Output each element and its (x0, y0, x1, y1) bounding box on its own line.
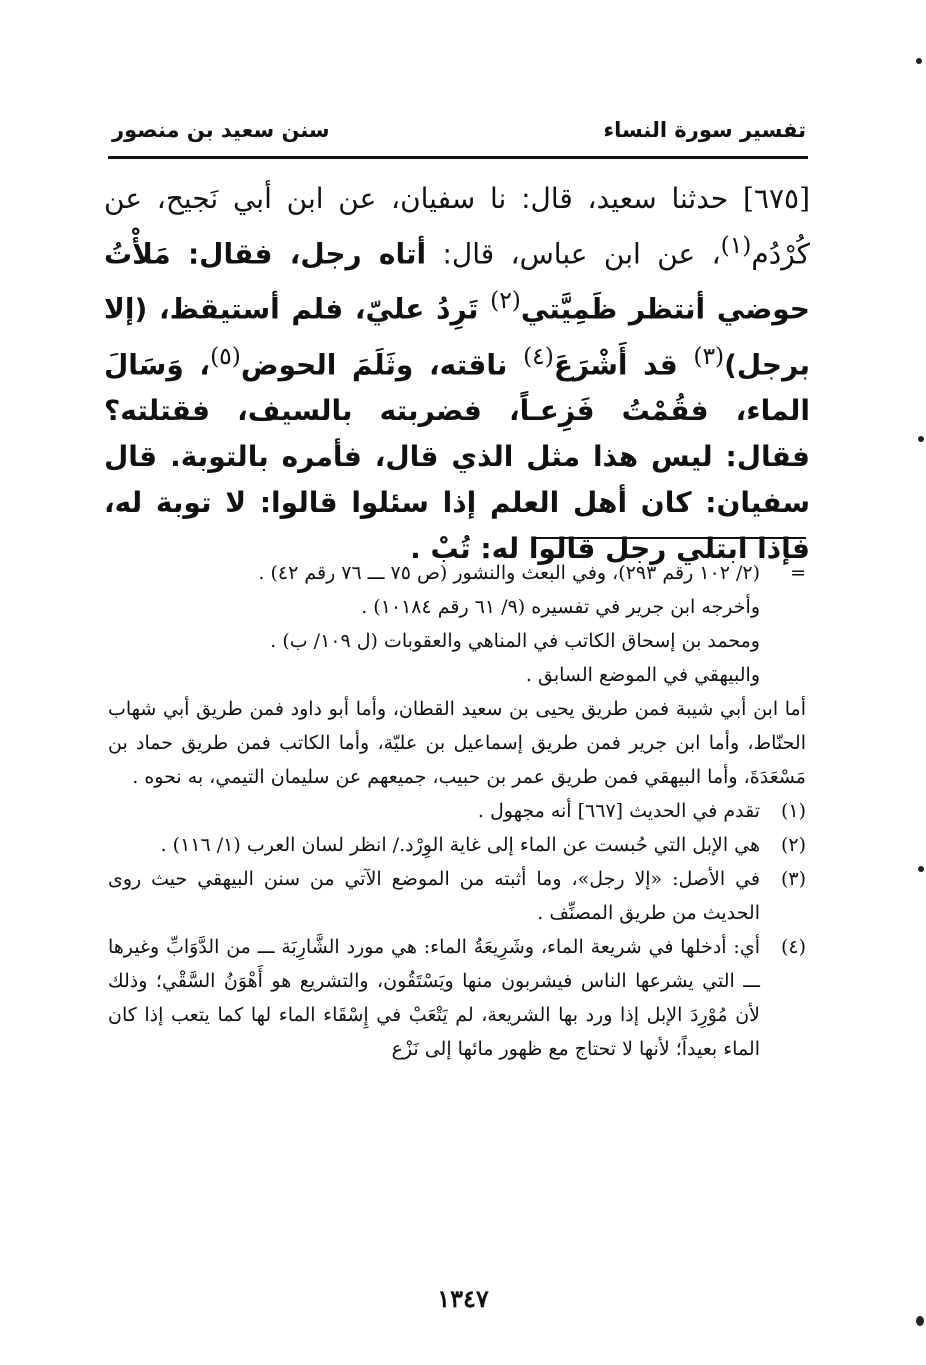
footnote-mark: (١) (780, 800, 806, 822)
running-header (112, 110, 806, 150)
hadith-paragraph (104, 176, 810, 572)
continuation-line: والبيهقي في الموضع السابق . (525, 664, 760, 686)
footnote-ref-1: (١) (720, 231, 752, 259)
scan-speck (916, 1316, 924, 1326)
footnote-2 (108, 828, 806, 862)
footnotes (108, 556, 806, 1066)
book-title: سنن سعيد بن منصور (112, 118, 330, 142)
hadith-matn-4: ناقته، وثَلَمَ الحوض (240, 347, 524, 381)
footnote-mark: (٣) (780, 868, 806, 890)
footnote-continuation (108, 556, 806, 692)
hadith-isnad-cont: ، عن ابن عباس، قال: (426, 237, 721, 271)
hadith-matn-1: أتاه رجل، فقال: مَلأْتُ حوضي أنتظر ظَمِيَّتي (104, 237, 810, 326)
footnote-4 (108, 930, 806, 1066)
hadith-text (104, 176, 810, 572)
chapter-title: تفسير سورة النساء (603, 118, 806, 142)
footnote-mark: (٢) (780, 834, 806, 856)
hadith-isnad: حدثنا سعيد، قال: نا سفيان، عن ابن أبي نَجيح، عن كُرْدُم (104, 182, 810, 271)
footnote-ref-2: (٢) (490, 286, 521, 315)
footnote-text: تقدم في الحديث [٦٦٧] أنه مجهول . (477, 800, 760, 822)
hadith-matn-5: ، وَسَالَ الماء، فقُمْتُ فَزِعـاً، فضربته بالسيف، فقتلته؟ فقال: ليس هذا مثل الذي قال، فأمره بالتوبة. قال سفيان: كان أهل العلم إذا سئلوا قالوا: لا توبة له، فإذا ابتلي رجل قالوا له: تُبْ . (104, 347, 810, 565)
hadith-number: [٦٧٥] (743, 182, 810, 215)
footnote-text: هي الإبل التي حُبست عن الماء إلى غاية الوِرْد./ انظر لسان العرب (١/ ١١٦) . (160, 834, 760, 856)
footnote-ref-4: (٤) (523, 341, 554, 370)
footnote-rule (534, 537, 806, 539)
footnote-1 (108, 794, 806, 828)
hadith-matn-3: قد أَشْرَعَ (553, 347, 694, 381)
page-number: ١٣٤٧ (437, 1284, 489, 1313)
sources-paragraph: أما ابن أبي شيبة فمن طريق يحيى بن سعيد القطان، وأما أبو داود فمن طريق أبي شهاب الحنّاط، وأما ابن جرير فمن طريق إسماعيل بن عليّة، وأما الكاتب فمن طريق حماد بن مَسْعَدَةَ، وأما البيهقي فمن طريق عمر بن حبيب، جميعهم عن سليمان التيمي، به نحوه . (108, 698, 806, 788)
footnote-ref-5: (٥) (210, 341, 241, 370)
continuation-line: وأخرجه ابن جرير في تفسيره (٩/ ٦١ رقم ١٠١٨٤) . (361, 596, 760, 618)
continuation-line: (٢/ ١٠٢ رقم ٢٩٣)، وفي البعث والنشور (ص ٧٥ ـــ ٧٦ رقم ٤٢) . (258, 562, 760, 584)
scan-speck (916, 58, 922, 64)
footnote-ref-3: (٣) (693, 341, 725, 370)
continuation-line: ومحمد بن إسحاق الكاتب في المناهي والعقوبات (ل ١٠٩/ ب) . (270, 630, 760, 652)
footnote-text: في الأصل: «إلا رجل»، وما أثبته من الموضع الآتي من سنن البيهقي حيث روى الحديث من طريق المصنِّف . (108, 868, 760, 924)
header-rule (108, 156, 808, 159)
continuation-mark: = (790, 562, 806, 584)
scan-speck (918, 866, 924, 872)
scan-speck (918, 436, 924, 442)
footnote-3 (108, 862, 806, 930)
footnote-text: أي: أدخلها في شريعة الماء، وشَرِيعَةُ الماء: هي مورد الشَّارِبَة ـــ من الدَّوَابِّ وغيرها ـــ التي يشرعها الناس فيشربون منها ويَسْتَقُون، والتشريع هو أَهْوَنُ السَّقْي؛ وذلك لأن مُوْرِدَ الإبل إذا ورد بها الشريعة، لم يَتْعَبْ في إِسْقَاء الماء لها كما يتعب إذا كان الماء بعيداً؛ لأنها لا تحتاج مع ظهور مائها إلى نَزْع (108, 936, 760, 1060)
footnote-mark: (٤) (780, 936, 806, 958)
hadith-matn-2: تَرِدُ عليّ، فلم أستيقظ، (إلا برجل) (104, 292, 810, 381)
